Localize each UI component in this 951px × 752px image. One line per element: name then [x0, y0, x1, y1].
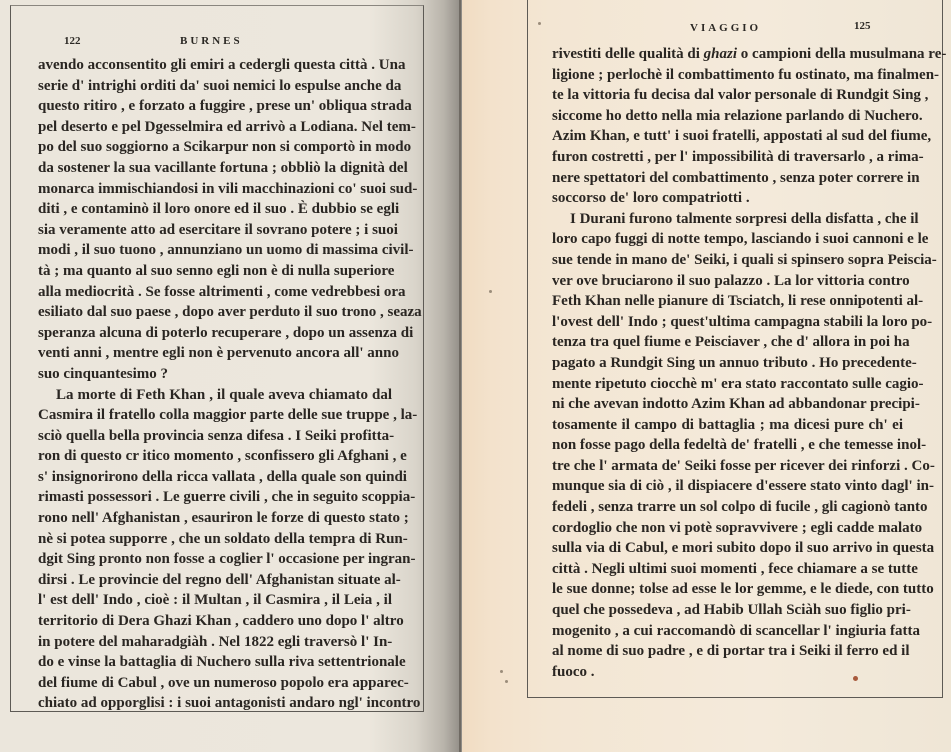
text-line: tà ; ma quanto al suo senno egli non è di nulla superiore	[38, 262, 395, 279]
text-line: rono nell' Afghanistan , esauriron le forze di questo stato ;	[38, 510, 409, 527]
text-line: le sue donne; tolse ad esse le lor gemme, e le diede, con tutto	[552, 581, 934, 598]
text-line: serie d' intrighi orditi da' suoi nemici lo espulse anche da	[38, 77, 402, 94]
paper-speck	[538, 22, 541, 25]
text-line: ver ove bruciarono il suo palazzo . La lor vittoria contro	[552, 272, 910, 289]
text-line: furon costretti , per l' impossibilità di traversarlo , a rima-	[552, 148, 924, 165]
text-line: fedeli , senza trarre un sol colpo di fucile , gli cagionò tanto	[552, 499, 928, 516]
text-line: mogenito , a cui raccomandò di scancellar l' ingiuria fatta	[552, 622, 921, 639]
text-line: sciò quella bella provincia senza difesa . I Seiki profitta-	[38, 427, 395, 444]
paper-stain	[853, 676, 858, 681]
text-line: pel deserto e pel Dgesselmira ed arrivò a Lodiana. Nel tem-	[38, 118, 416, 135]
text-line: nè si potea supporre , che un soldato della tempra di Run-	[38, 530, 408, 547]
text-line: cordoglio che non vi potè sopravvivere ; egli cadde malato	[552, 519, 923, 536]
text-line: mente ripetuto ciocchè m' era stato raccontato sulle cagio-	[552, 375, 924, 392]
text-line: loro capo fuggi di notte tempo, lasciando i suoi cannoni e le	[552, 231, 929, 248]
paper-speck	[489, 290, 492, 293]
text-line: tenza tra quel fiume e Peisciaver , che d' allora in poi ha	[552, 334, 910, 351]
text-line: sulla via di Cabul, e mori subito dopo il suo arrivo in questa	[552, 540, 935, 557]
book-gutter	[459, 0, 461, 752]
text-line: chiato ad opporglisi : i suoi antagonisti andaro ngl' incontro	[38, 695, 421, 712]
text-line: Feth Khan nelle pianure di Tsciatch, li rese onnipotenti al-	[552, 293, 924, 310]
text-line: rimasti possessori . Le guerre civili , che in seguito scoppia-	[38, 489, 416, 506]
left-page-number: 122	[64, 35, 81, 47]
text-line: ni che avevan indotto Azim Khan ad abbandonar precipi-	[552, 396, 920, 413]
text-line: ligione ; perlochè il combattimento fu ostinato, ma finalmen-	[552, 66, 940, 83]
text-line: siccome ho detto nella mia relazione parlando di Nuchero.	[552, 107, 923, 124]
text-line: te la vittoria fu decisa dal valor personale di Rundgit Sing ,	[552, 87, 929, 104]
text-line: questo ritiro , e forzato a fuggire , prese un' obliqua strada	[38, 98, 412, 115]
text-line: l' est dell' Indo , cioè : il Multan , il Casmira , il Leia , il	[38, 592, 392, 609]
text-line: soccorso de' loro compatriotti .	[552, 190, 750, 207]
text-line: in potere del maharadgiàh . Nel 1822 egli traversò l' In-	[38, 633, 393, 650]
text-line: s' insignorirono della ricca vallata , della quale son quindi	[38, 468, 407, 485]
text-line: non fosse pago della fedeltà de' fratelli , e che temesse inol-	[552, 437, 927, 454]
text-line: territorio di Dera Ghazi Khan , caddero uno dopo l' altro	[38, 613, 404, 630]
text-line: Casmira il fratello colla maggior parte delle sue truppe , la-	[38, 407, 418, 424]
text-line: al nome di suo padre , e di portar tra i Seiki il ferro ed il	[552, 643, 910, 660]
italic-term: ghazi	[703, 46, 738, 62]
text-line: quel che possedeva , ad Habib Ullah Sciàh suo figlio pri-	[552, 602, 911, 619]
text-line: do e vinse la battaglia di Nuchero sulla riva settentrionale	[38, 654, 406, 671]
text-line: venti anni , mentre egli non è pervenuto ancora all' anno	[38, 345, 399, 362]
text-line: da sostener la sua vacillante fortuna ; obbliò la dignità del	[38, 159, 408, 176]
text-line: diti , e contaminò il loro onore ed il suo . È dubbio se egli	[38, 201, 400, 218]
right-page-body	[552, 44, 947, 682]
text-line: suo cinquantesimo ?	[38, 365, 169, 382]
text-line: avendo acconsentito gli emiri a cedergli questa città . Una	[38, 57, 406, 73]
text-fragment: o campioni della musulmana re-	[737, 46, 947, 62]
text-line: speranza alcuna di poterlo recuperare , dopo un assenza di	[38, 324, 414, 341]
text-line: Azim Khan, e tutt' i suoi fratelli, appostati al sud del fiume,	[552, 128, 932, 145]
text-line: La morte di Feth Khan , il quale aveva chiamato dal	[56, 386, 392, 403]
text-line: po del suo soggiorno a Scikarpur non si comportò in modo	[38, 139, 412, 156]
text-line: dgit Sing pronto non fosse a coglier l' occasione per ingran-	[38, 551, 416, 568]
text-line: città . Negli ultimi suoi momenti , fece chiamare a se tutte	[552, 560, 918, 577]
text-line: sia veramente atto ad esercitare il sovrano potere ; i suoi	[38, 221, 398, 238]
left-page-body	[38, 55, 422, 714]
text-line: nere spettatori del combattimento , senza poter correre in	[552, 169, 920, 186]
text-fragment: rivestiti delle qualità di	[552, 46, 704, 62]
text-line: monarca immischiandosi in vili macchinazioni co' suoi sud-	[38, 180, 418, 197]
text-line: tosamente il campo di battaglia ; ma dicesi pure ch' ei	[552, 416, 903, 433]
text-line: fuoco .	[552, 663, 595, 680]
text-line: sue tende in mano de' Seiki, i quali si spinsero sopra Peiscia-	[552, 251, 937, 268]
text-line	[552, 44, 947, 65]
paper-speck	[505, 680, 508, 683]
text-line: I Durani furono talmente sorpresi della disfatta , che il	[570, 210, 919, 227]
text-line: dirsi . Le provincie del regno dell' Afghanistan situate al-	[38, 571, 401, 588]
text-line: alla mediocrità . Se fosse altrimenti , come vedrebbesi ora	[38, 283, 406, 300]
left-running-head: BURNES	[180, 35, 243, 47]
text-line: esiliato dal suo paese , dopo aver perduto il suo trono , seaza	[38, 304, 422, 321]
text-line: pagato a Rundgit Sing un annuo tributo . Ho precedente-	[552, 354, 917, 371]
text-line: l'ovest dell' Indo ; quest'ultima campagna stabili la loro po-	[552, 313, 933, 330]
text-line: modi , il suo tuono , annunziano un uomo di massima civil-	[38, 242, 414, 259]
right-page-number: 125	[854, 20, 871, 32]
text-line: tre che l' armata de' Seiki fosse per ricever dei rinforzi . Co-	[552, 457, 935, 474]
text-line: munque sia di ciò , il dispiacere d'essere stato vinto dagl' in-	[552, 478, 934, 495]
text-line: del fiume di Cabul , ove un numeroso popolo era apparec-	[38, 674, 409, 691]
right-running-head: VIAGGIO	[690, 22, 762, 34]
text-line: ron di questo cr itico momento , sconfissero gli Afghani , e	[38, 448, 407, 465]
paper-speck	[500, 670, 503, 673]
